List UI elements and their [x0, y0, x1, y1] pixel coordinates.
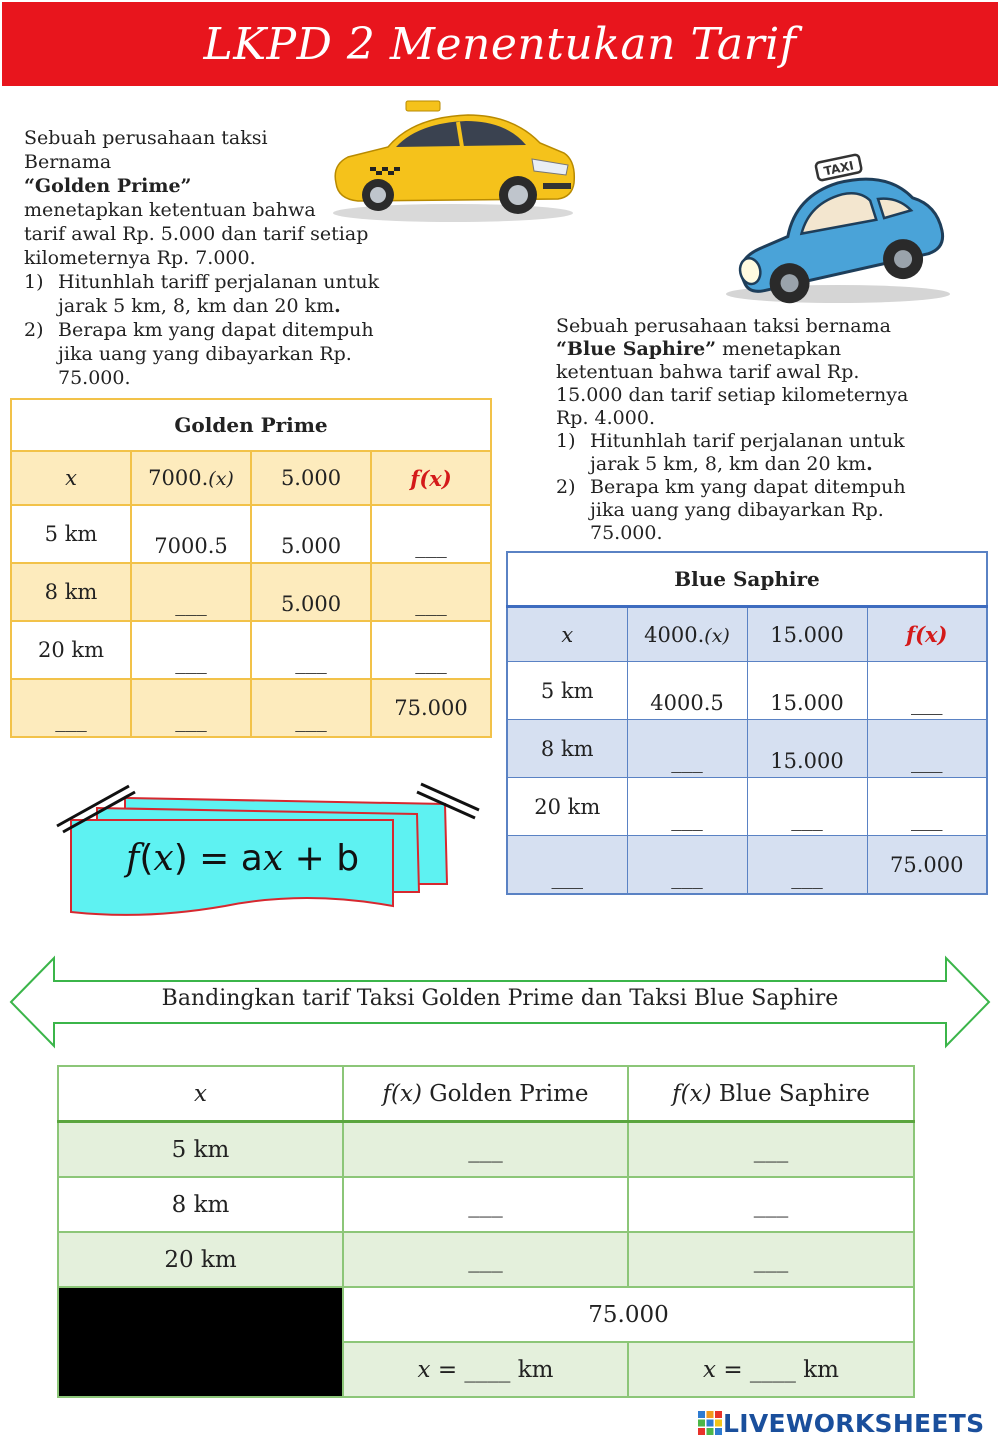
golden-intro-line: kilometernya Rp. 7.000.	[24, 247, 256, 269]
blacked-out-cell	[58, 1287, 343, 1397]
col-b-header: 15.000	[747, 607, 867, 662]
golden-table-title: Golden Prime	[11, 399, 491, 451]
answer-blank[interactable]: ___	[628, 1232, 914, 1287]
row-ax: 4000.5	[627, 662, 747, 720]
row-x: 8 km	[58, 1177, 343, 1232]
answer-blank[interactable]: ___	[867, 720, 987, 778]
blue-questions	[556, 430, 996, 545]
col-ax-header: 7000.(x)	[131, 451, 251, 505]
col-fx-header: f(x)	[371, 451, 491, 505]
answer-blank[interactable]: ___	[747, 836, 867, 895]
answer-blank[interactable]: ___	[627, 836, 747, 895]
row-x: 8 km	[507, 720, 627, 778]
row-b: 15.000	[747, 720, 867, 778]
answer-blank[interactable]: ___	[131, 679, 251, 737]
blue-company-name: “Blue Saphire” menetapkan	[556, 338, 842, 360]
table-row	[58, 1287, 914, 1342]
answer-blank[interactable]: ___	[747, 778, 867, 836]
answer-blank[interactable]: ___	[371, 505, 491, 563]
row-x: 5 km	[58, 1122, 343, 1178]
total-amount: 75.000	[343, 1287, 914, 1342]
col-ax-header: 4000.(x)	[627, 607, 747, 662]
col-bs-header: f(x) Blue Saphire	[628, 1066, 914, 1122]
answer-blank[interactable]: ___	[131, 563, 251, 621]
golden-intro-line: menetapkan ketentuan bahwa	[24, 199, 316, 221]
golden-question-2: 2) Berapa km yang dapat ditempuh jika uang yang dibayarkan Rp. 75.000.	[24, 319, 374, 389]
blue-table-header	[507, 607, 987, 662]
compare-instruction: Bandingkan tarif Taksi Golden Prime dan Taksi Blue Saphire	[161, 986, 839, 1011]
answer-blank[interactable]: ___	[627, 720, 747, 778]
table-row	[58, 1177, 914, 1232]
answer-blank[interactable]: ___	[343, 1122, 628, 1178]
answer-blank[interactable]: ___	[251, 679, 371, 737]
golden-company-name: “Golden Prime”	[24, 175, 192, 197]
blue-taxi-cartoon	[718, 152, 956, 307]
table-row	[11, 621, 491, 679]
yellow-taxi-image	[318, 95, 580, 225]
col-fx-header: f(x)	[867, 607, 987, 662]
answer-blank[interactable]: ___	[343, 1177, 628, 1232]
answer-blank[interactable]: ___	[11, 679, 131, 737]
linear-function-formula: f(x) = ax + b	[126, 838, 360, 879]
blue-intro-line: 15.000 dan tarif setiap kilometernya	[556, 384, 909, 406]
liveworksheets-logo[interactable]	[697, 1408, 984, 1438]
table-row	[58, 1232, 914, 1287]
blue-table-title: Blue Saphire	[507, 552, 987, 607]
row-fx: 75.000	[867, 836, 987, 895]
bs-answer-km[interactable]: x = ____ km	[628, 1342, 914, 1397]
row-b: 5.000	[251, 563, 371, 621]
page-title: LKPD 2 Menentukan Tarif	[2, 2, 998, 86]
answer-blank[interactable]: ___	[371, 563, 491, 621]
table-row	[11, 505, 491, 563]
row-b: 5.000	[251, 505, 371, 563]
row-x: 5 km	[11, 505, 131, 563]
blue-intro-line: ketentuan bahwa tarif awal Rp.	[556, 361, 860, 383]
row-ax: 7000.5	[131, 505, 251, 563]
gp-answer-km[interactable]: x = ____ km	[343, 1342, 628, 1397]
row-x: 8 km	[11, 563, 131, 621]
blue-question-2: 2) Berapa km yang dapat ditempuh jika uang yang dibayarkan Rp. 75.000.	[556, 476, 906, 544]
table-row	[507, 662, 987, 720]
blue-question-1: 1) Hitunhlah tarif perjalanan untuk jarak 5 km, 8, km dan 20 km.	[556, 430, 905, 475]
answer-blank[interactable]: ___	[371, 621, 491, 679]
blue-intro-line: Rp. 4.000.	[556, 407, 655, 429]
table-row	[507, 836, 987, 895]
col-gp-header: f(x) Golden Prime	[343, 1066, 628, 1122]
answer-blank[interactable]: ___	[628, 1122, 914, 1178]
golden-table-header	[11, 451, 491, 505]
answer-blank[interactable]: ___	[627, 778, 747, 836]
svg-text:TAXI: TAXI	[822, 158, 856, 179]
answer-blank[interactable]: ___	[628, 1177, 914, 1232]
blue-saphire-intro	[556, 315, 996, 545]
liveworksheets-logo-icon	[697, 1410, 723, 1436]
answer-blank[interactable]: ___	[131, 621, 251, 679]
golden-intro-line: Bernama	[24, 151, 112, 173]
row-x: 20 km	[507, 778, 627, 836]
comparison-header	[58, 1066, 914, 1122]
golden-intro-line: Sebuah perusahaan taksi	[24, 127, 268, 149]
answer-blank[interactable]: ___	[251, 621, 371, 679]
col-x-header: x	[11, 451, 131, 505]
answer-blank[interactable]: ___	[867, 778, 987, 836]
table-row	[507, 778, 987, 836]
logo-text: LIVEWORKSHEETS	[723, 1408, 985, 1438]
table-row	[507, 720, 987, 778]
table-row	[58, 1122, 914, 1178]
row-b: 15.000	[747, 662, 867, 720]
golden-intro-line: tarif awal Rp. 5.000 dan tarif setiap	[24, 223, 369, 245]
blue-intro-line: Sebuah perusahaan taksi bernama	[556, 315, 891, 337]
golden-prime-table	[10, 398, 492, 738]
comparison-table	[57, 1065, 915, 1398]
table-row	[11, 679, 491, 737]
table-row	[11, 563, 491, 621]
row-x: 20 km	[11, 621, 131, 679]
col-b-header: 5.000	[251, 451, 371, 505]
row-x: 5 km	[507, 662, 627, 720]
answer-blank[interactable]: ___	[343, 1232, 628, 1287]
golden-question-1: 1) Hitunhlah tariff perjalanan untuk jarak 5 km, 8, km dan 20 km.	[24, 271, 380, 317]
row-x: 20 km	[58, 1232, 343, 1287]
row-fx: 75.000	[371, 679, 491, 737]
col-x-header: x	[507, 607, 627, 662]
answer-blank[interactable]: ___	[867, 662, 987, 720]
col-x-header: x	[58, 1066, 343, 1122]
answer-blank[interactable]: ___	[507, 836, 627, 895]
blue-saphire-table	[506, 551, 988, 895]
golden-questions	[24, 270, 444, 390]
